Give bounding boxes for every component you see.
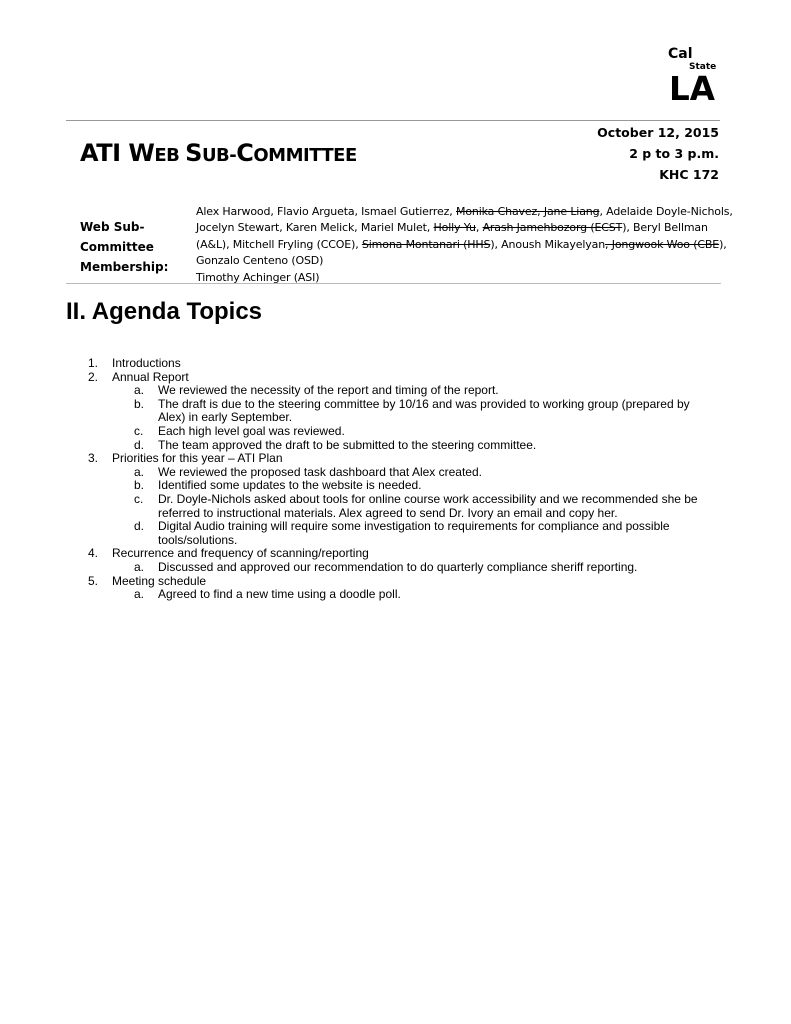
- logo-text-la: LA: [669, 69, 716, 104]
- member-name-text: Jocelyn Stewart, Karen Melick, Mariel Mulet,: [196, 221, 434, 235]
- meeting-location: KHC 172: [659, 167, 719, 182]
- agenda-item: [88, 575, 728, 589]
- member-line: [196, 253, 726, 269]
- header-divider: [66, 120, 720, 121]
- agenda-item-text: Meeting schedule: [112, 573, 207, 588]
- agenda-subitem-letter: a.: [134, 383, 145, 398]
- agenda-subitem: [88, 425, 728, 439]
- agenda-subitem-text: Agreed to find a new time using a doodle poll.: [158, 587, 401, 602]
- member-name-text: (A&L), Mitchell Fryling (CCOE),: [196, 237, 362, 251]
- membership-names: [196, 204, 733, 286]
- membership-table: [66, 202, 733, 284]
- agenda-subitem: [88, 479, 728, 493]
- agenda-subitem-text: Identified some updates to the website is needed.: [158, 478, 422, 493]
- member-name-text: Gonzalo Centeno (OSD): [196, 254, 324, 268]
- membership-label-line: Web Sub-: [80, 220, 145, 234]
- member-name-text: ),: [719, 237, 727, 251]
- agenda-item: [88, 547, 728, 561]
- title-part: UB-: [201, 145, 237, 166]
- agenda-subitem: [88, 561, 728, 575]
- agenda-subitem-text: Discussed and approved our recommendation to do quarterly compliance sheriff reporting.: [158, 559, 638, 574]
- agenda-subitem: [88, 384, 728, 398]
- agenda-item-text: Introductions: [112, 356, 181, 370]
- agenda-item-number: 2.: [88, 369, 99, 384]
- member-line: [196, 270, 726, 286]
- agenda-subitem-letter: c.: [134, 423, 144, 438]
- member-name-removed: , Jongwook Woo (CBE: [605, 237, 720, 251]
- agenda-item-number: 3.: [88, 451, 99, 466]
- title-part: ATI W: [80, 139, 155, 167]
- meeting-time: 2 p to 3 p.m.: [629, 146, 719, 161]
- agenda-subitem: [88, 439, 728, 453]
- agenda-item-number: 1.: [88, 356, 99, 370]
- agenda-subitem-letter: b.: [134, 396, 145, 411]
- agenda-subitem: [88, 520, 728, 547]
- logo-text-cal: Cal: [668, 46, 693, 62]
- agenda-subitem-text: The team approved the draft to be submitted to the steering committee.: [158, 437, 537, 452]
- member-line: [196, 204, 733, 220]
- meeting-info: [597, 125, 719, 188]
- agenda-subitem-text: Each high level goal was reviewed.: [158, 423, 345, 438]
- page-title: [80, 139, 357, 167]
- agenda-subitem-letter: d.: [134, 519, 145, 534]
- membership-label: [80, 217, 190, 277]
- section-heading: II. Agenda Topics: [66, 298, 263, 325]
- agenda-item-text: Recurrence and frequency of scanning/reporting: [112, 546, 369, 561]
- agenda-subitem-text: Alex) in early September.: [158, 410, 293, 425]
- title-part: C: [236, 139, 254, 167]
- agenda-subitem-letter: c.: [134, 491, 144, 506]
- agenda-subitem-letter: b.: [134, 478, 145, 493]
- agenda-subitem-text: Digital Audio training will require some investigation to requirements for compliance and possible: [158, 519, 670, 534]
- agenda-subitem-text: We reviewed the necessity of the report and timing of the report.: [158, 383, 499, 398]
- agenda-subitem-text: Dr. Doyle-Nichols asked about tools for online course work accessibility and we recommended she be: [158, 491, 698, 506]
- agenda-item: [88, 371, 728, 385]
- cal-state-la-logo: [665, 44, 723, 104]
- agenda-subitem-text: tools/solutions.: [158, 532, 238, 547]
- member-name-text: ), Beryl Bellman: [622, 221, 708, 235]
- member-line: [196, 220, 726, 236]
- agenda-subitem: [88, 493, 728, 520]
- meeting-date: October 12, 2015: [597, 125, 719, 140]
- agenda-subitem-text: The draft is due to the steering committee by 10/16 and was provided to working group (prepared by: [158, 396, 690, 411]
- agenda-list: [88, 357, 728, 602]
- agenda-subitem: [88, 398, 728, 425]
- member-name-removed: Monika Chavez, Jane Liang: [456, 205, 600, 218]
- agenda-subitem-letter: d.: [134, 437, 145, 452]
- agenda-subitem: [88, 588, 728, 602]
- agenda-item-number: 5.: [88, 573, 99, 588]
- agenda-item-text: Annual Report: [112, 369, 189, 384]
- member-name-text: ,: [475, 221, 483, 235]
- membership-label-line: Committee: [80, 240, 154, 254]
- member-name-text: , Adelaide Doyle-Nichols,: [599, 205, 733, 218]
- agenda-subitem-letter: a.: [134, 587, 145, 602]
- logo-text-state: State: [689, 62, 717, 72]
- agenda-subitem-text: referred to instructional materials. Alex agreed to send Dr. Ivory an email and copy her.: [158, 505, 618, 520]
- agenda-item-text: Priorities for this year – ATI Plan: [112, 451, 283, 466]
- agenda-subitem-text: We reviewed the proposed task dashboard that Alex created.: [158, 464, 482, 479]
- cal-state-la-logo-mark: [665, 44, 723, 104]
- member-name-removed: Arash Jamehbozorg (ECST: [482, 221, 623, 235]
- member-name-text: Timothy Achinger (ASI): [196, 270, 320, 284]
- member-name-removed: Holly Yu: [433, 221, 476, 235]
- title-part: OMMITTEE: [253, 145, 357, 166]
- member-name-text: ), Anoush Mikayelyan: [490, 237, 606, 251]
- title-part: EB: [154, 145, 186, 166]
- agenda-subitem-letter: a.: [134, 464, 145, 479]
- member-name-text: Alex Harwood, Flavio Argueta, Ismael Gutierrez,: [196, 205, 456, 218]
- member-name-removed: Simona Montanari (HHS: [361, 237, 491, 251]
- agenda-subitem-letter: a.: [134, 559, 145, 574]
- agenda-item: [88, 357, 728, 371]
- agenda-item: [88, 452, 728, 466]
- agenda-item-number: 4.: [88, 546, 99, 561]
- agenda-subitem: [88, 466, 728, 480]
- member-line: [196, 237, 726, 253]
- membership-label-line: Membership:: [80, 260, 169, 274]
- title-part: S: [185, 139, 202, 167]
